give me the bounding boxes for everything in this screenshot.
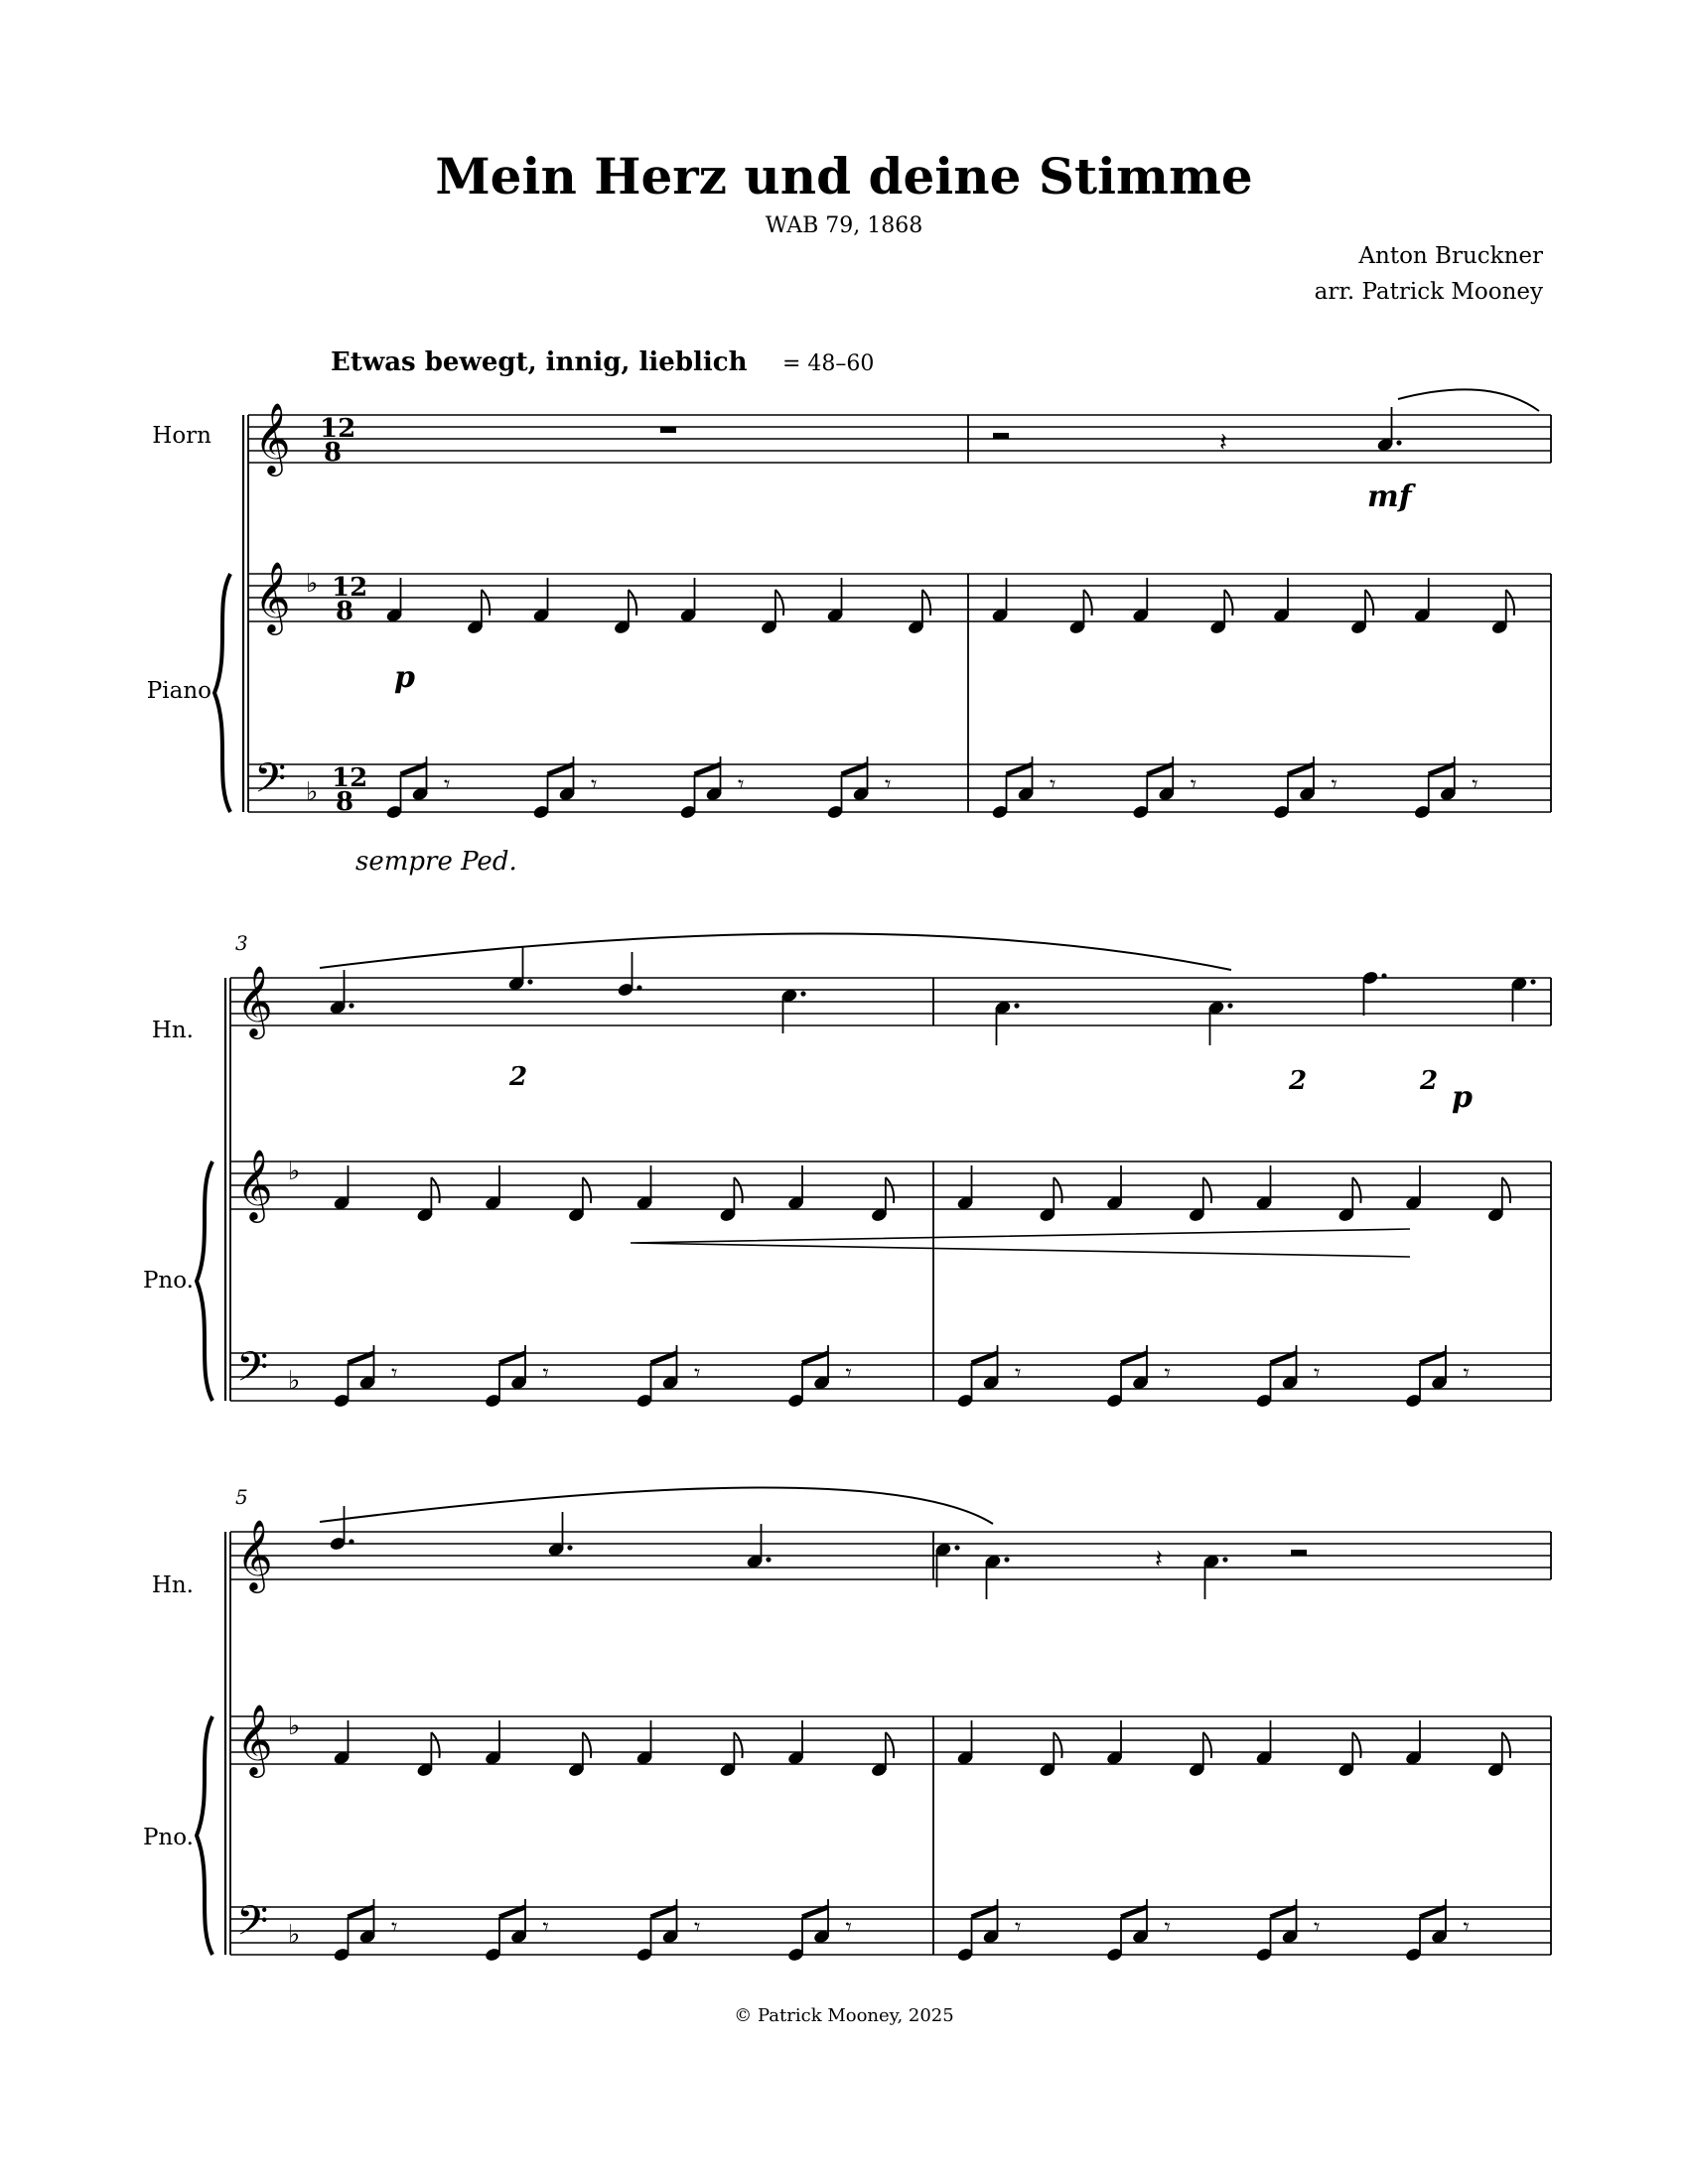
quarter-rest: 𝄽 [1219, 428, 1227, 458]
eighth-beam [1420, 1907, 1446, 1917]
tuplet-number: 2 [1289, 1066, 1308, 1096]
note-flag [431, 1177, 439, 1203]
note-flag [1054, 1732, 1061, 1758]
note-flag [1224, 590, 1232, 615]
eighth-rest: 𝄾 [1164, 1359, 1171, 1387]
piano-brace [214, 574, 230, 812]
eighth-beam [499, 1907, 525, 1917]
instrument-label-piano-short: Pno. [142, 1268, 194, 1294]
time-sig-denominator: 8 [336, 597, 354, 626]
eighth-beam [1271, 1907, 1297, 1917]
eighth-rest: 𝄾 [845, 1359, 852, 1387]
quarter-rest: 𝄽 [1155, 1545, 1163, 1574]
metronome-marking: = 48–60 [782, 351, 875, 376]
note-flag [1352, 1177, 1360, 1203]
piece-subtitle: WAB 79, 1868 [765, 213, 923, 238]
time-sig-denominator: 8 [324, 438, 343, 468]
note-flag [1054, 1177, 1061, 1203]
eighth-rest: 𝄾 [738, 770, 745, 798]
eighth-beam [1121, 1353, 1147, 1363]
eighth-rest: 𝄾 [542, 1913, 549, 1941]
tuplet-number: 2 [509, 1062, 528, 1092]
eighth-beam [401, 764, 427, 774]
arranger-credit: arr. Patrick Mooney [1314, 279, 1543, 305]
note-flag [629, 590, 636, 615]
augmentation-dot [1530, 979, 1535, 984]
note-flag [886, 1177, 894, 1203]
eighth-rest: 𝄾 [391, 1359, 398, 1387]
eighth-rest: 𝄾 [391, 1913, 398, 1941]
augmentation-dot [636, 985, 641, 990]
dynamic-mf: mf [1367, 479, 1412, 514]
tuplet-number: 2 [1420, 1066, 1439, 1096]
eighth-rest: 𝄾 [845, 1913, 852, 1941]
eighth-beam [548, 764, 574, 774]
eighth-beam [1420, 1353, 1446, 1363]
eighth-beam [651, 1353, 677, 1363]
eighth-beam [499, 1353, 525, 1363]
note-flag [1502, 1177, 1510, 1203]
slur [320, 1487, 993, 1524]
augmentation-dot [1014, 1003, 1019, 1008]
key-flat: ♭ [288, 1157, 301, 1186]
eighth-beam [1121, 1907, 1147, 1917]
note-flag [1203, 1732, 1211, 1758]
augmentation-dot [567, 1545, 572, 1550]
eighth-rest: 𝄾 [1314, 1913, 1321, 1941]
augmentation-dot [1227, 1003, 1232, 1008]
eighth-beam [972, 1907, 998, 1917]
eighth-beam [1007, 764, 1033, 774]
eighth-beam [972, 1353, 998, 1363]
eighth-rest: 𝄾 [542, 1359, 549, 1387]
measure-number: 5 [235, 1485, 248, 1509]
key-flat: ♭ [306, 569, 319, 599]
slur [1398, 389, 1539, 411]
augmentation-dot [349, 1539, 353, 1544]
eighth-rest: 𝄾 [1015, 1913, 1022, 1941]
augmentation-dot [527, 979, 532, 984]
piece-title: Mein Herz und deine Stimme [435, 147, 1253, 205]
key-flat: ♭ [306, 777, 319, 807]
eighth-rest: 𝄾 [1463, 1359, 1470, 1387]
eighth-beam [1147, 764, 1173, 774]
bass-clef: 𝄢 [236, 1343, 269, 1401]
time-sig-numerator: 12 [320, 414, 356, 444]
augmentation-dot [1222, 1557, 1227, 1562]
eighth-rest: 𝄾 [885, 770, 892, 798]
time-sig-denominator: 8 [336, 787, 354, 817]
decrescendo-hairpin [631, 1229, 1410, 1257]
pedal-marking: sempre Ped. [355, 847, 517, 877]
augmentation-dot [800, 991, 805, 996]
eighth-rest: 𝄾 [1015, 1359, 1022, 1387]
treble-clef: 𝄞 [254, 560, 291, 632]
key-flat: ♭ [288, 1711, 301, 1741]
eighth-rest: 𝄾 [1463, 1913, 1470, 1941]
note-flag [1203, 1177, 1211, 1203]
bass-clef: 𝄢 [236, 1897, 269, 1955]
eighth-rest: 𝄾 [1472, 770, 1478, 798]
eighth-beam [695, 764, 721, 774]
eighth-rest: 𝄾 [1164, 1913, 1171, 1941]
augmentation-dot [954, 1545, 959, 1550]
treble-clef: 𝄞 [236, 1703, 273, 1775]
eighth-beam [1288, 764, 1314, 774]
dynamic-p: p [394, 660, 415, 695]
augmentation-dot [349, 1003, 353, 1008]
augmentation-dot [766, 1557, 771, 1562]
eighth-rest: 𝄾 [591, 770, 598, 798]
note-flag [775, 590, 783, 615]
note-flag [734, 1732, 742, 1758]
copyright-notice: © Patrick Mooney, 2025 [734, 2005, 954, 2026]
eighth-beam [1429, 764, 1455, 774]
time-sig-numerator: 12 [332, 573, 368, 603]
treble-clef: 𝄞 [236, 1518, 273, 1590]
eighth-beam [802, 1907, 828, 1917]
eighth-rest: 𝄾 [694, 1913, 701, 1941]
tempo-marking: Etwas bewegt, innig, lieblich [331, 347, 748, 377]
eighth-rest: 𝄾 [694, 1359, 701, 1387]
note-flag [922, 590, 930, 615]
piano-brace [197, 1161, 212, 1401]
eighth-rest: 𝄾 [1050, 770, 1056, 798]
half-rest [1291, 1550, 1307, 1556]
eighth-rest: 𝄾 [1190, 770, 1197, 798]
instrument-label-horn-short: Hn. [151, 1018, 194, 1043]
treble-clef: 𝄞 [236, 1148, 273, 1220]
note-flag [1506, 590, 1514, 615]
treble-clef: 𝄞 [254, 401, 291, 474]
dynamic-p: p [1452, 1080, 1473, 1115]
instrument-label-horn-short: Hn. [151, 1572, 194, 1598]
bass-clef: 𝄢 [254, 754, 287, 812]
time-sig-numerator: 12 [332, 763, 368, 793]
note-flag [1352, 1732, 1360, 1758]
eighth-rest: 𝄾 [1314, 1359, 1321, 1387]
composer-credit: Anton Bruckner [1358, 243, 1543, 269]
eighth-beam [842, 764, 868, 774]
slur [320, 933, 1231, 970]
eighth-beam [1271, 1353, 1297, 1363]
augmentation-dot [1396, 440, 1401, 445]
note-flag [734, 1177, 742, 1203]
eighth-rest: 𝄾 [1331, 770, 1337, 798]
eighth-beam [802, 1353, 828, 1363]
note-flag [1083, 590, 1091, 615]
key-flat: ♭ [288, 1920, 301, 1950]
instrument-label-horn: Horn [152, 423, 211, 449]
augmentation-dot [1004, 1557, 1009, 1562]
eighth-beam [349, 1353, 374, 1363]
note-flag [1502, 1732, 1510, 1758]
note-flag [1365, 590, 1373, 615]
note-flag [431, 1732, 439, 1758]
note-flag [583, 1732, 591, 1758]
instrument-label-piano: Piano [146, 678, 211, 704]
augmentation-dot [1381, 973, 1386, 978]
key-flat: ♭ [288, 1366, 301, 1396]
note-flag [886, 1732, 894, 1758]
eighth-beam [651, 1907, 677, 1917]
note-flag [482, 590, 490, 615]
treble-clef: 𝄞 [236, 964, 273, 1036]
half-rest [993, 433, 1009, 439]
measure-number: 3 [235, 931, 248, 955]
instrument-label-piano-short: Pno. [142, 1825, 194, 1850]
eighth-rest: 𝄾 [444, 770, 451, 798]
eighth-beam [349, 1907, 374, 1917]
note-flag [583, 1177, 591, 1203]
whole-rest [660, 427, 676, 433]
piano-brace [197, 1716, 212, 1955]
